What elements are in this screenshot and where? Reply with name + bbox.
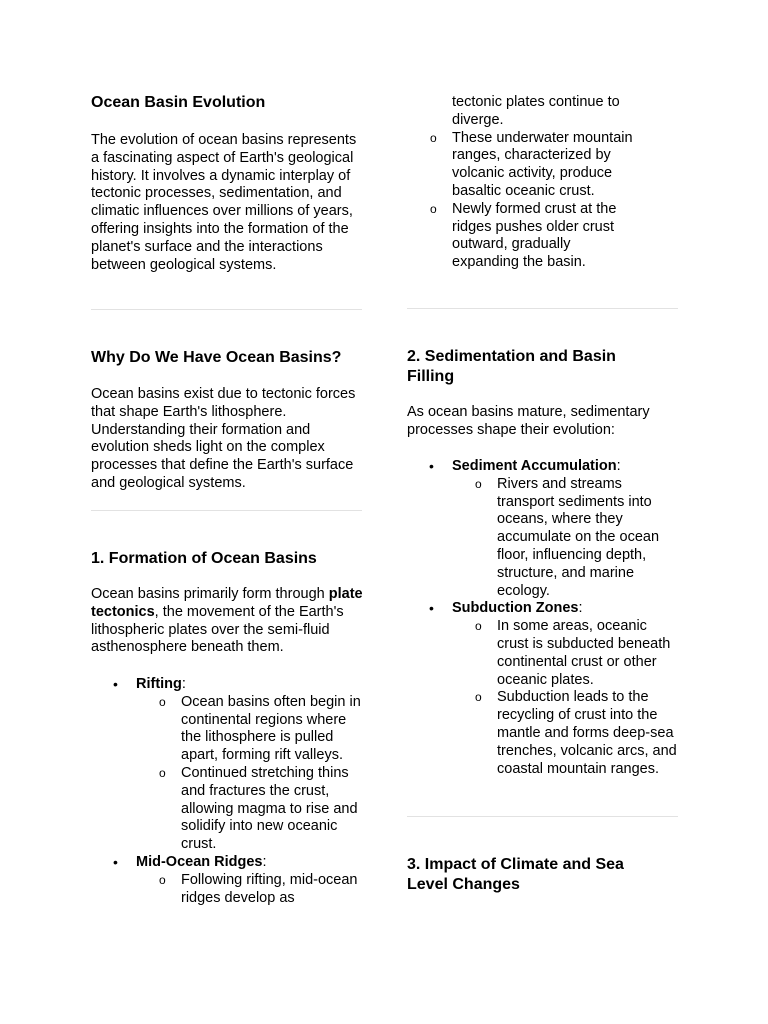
- item-colon: :: [578, 600, 583, 617]
- list-item-text: Ocean basins often begin in continental regions where the lithosphere is pulled apart, forming rift valleys.: [181, 693, 361, 764]
- section-divider: [91, 309, 362, 310]
- section1-text-post: , the movement of the Earth's lithospheric plates over the semi-fluid asthenosphere beneath them.: [91, 603, 344, 656]
- list-item-text: Newly formed crust at the ridges pushes older crust outward, gradually expanding the basin.: [452, 200, 617, 271]
- formation-list: [91, 676, 363, 907]
- list-item: [136, 872, 363, 908]
- section2-paragraph: As ocean basins mature, sedimentary processes shape their evolution:: [407, 404, 650, 438]
- section1-heading: 1. Formation of Ocean Basins: [91, 550, 317, 567]
- item-colon: :: [181, 676, 186, 692]
- bullet-glyph: •: [113, 676, 118, 692]
- intro-paragraph: The evolution of ocean basins represents a fascinating aspect of Earth's geological history. It involves a dynamic interplay of tectonic processes, sedimentation, and climatic influences over millions of years, offering insights into the formation of the planet's surface and the interactions between geological systems.: [91, 132, 357, 273]
- document-title: Ocean Basin Evolution: [91, 94, 266, 111]
- section-divider: [407, 308, 678, 309]
- list-item-text: Continued stretching thins and fractures the crust, allowing magma to rise and solidify into new oceanic crust.: [181, 764, 358, 853]
- circle-bullet: o: [475, 690, 482, 705]
- circle-bullet: o: [159, 694, 166, 709]
- circle-bullet: o: [475, 619, 482, 634]
- circle-bullet: o: [159, 765, 166, 780]
- ridges-sublist: [136, 872, 363, 908]
- list-item: [136, 765, 363, 854]
- list-item-subduction-zones: [407, 600, 679, 778]
- list-item-text: Following rifting, mid-ocean ridges develop as: [181, 871, 358, 906]
- list-item-text: Subduction leads to the recycling of crust into the mantle and forms deep-sea trenches, volcanic arcs, and coastal mountain ranges.: [497, 689, 677, 777]
- list-item: [452, 476, 679, 601]
- list-item-text: These underwater mountain ranges, characterized by volcanic activity, produce basaltic oceanic crust.: [452, 129, 633, 199]
- section3-heading: 3. Impact of Climate and Sea Level Changes: [407, 856, 624, 893]
- list-item: [452, 689, 679, 778]
- section-divider: [91, 510, 362, 511]
- section-divider: [407, 816, 678, 817]
- subduction-sublist: [452, 618, 679, 778]
- list-item-mid-ocean-ridges: [91, 854, 363, 907]
- circle-bullet: o: [159, 872, 166, 887]
- rifting-title: Rifting: [136, 676, 182, 692]
- list-item: [407, 130, 634, 201]
- section2-heading: 2. Sedimentation and Basin Filling: [407, 348, 616, 385]
- sedimentation-list: [407, 458, 679, 778]
- bullet-glyph: •: [429, 600, 434, 617]
- plate-tectonics-term: plate tectonics: [91, 586, 363, 620]
- list-item-text: Rivers and streams transport sediments into oceans, where they accumulate on the ocean floor, influencing depth, structure, and marine ecology.: [497, 475, 660, 599]
- rifting-sublist: [136, 694, 363, 854]
- ridges-sublist-continued: [407, 94, 679, 272]
- why-heading: Why Do We Have Ocean Basins?: [91, 349, 342, 366]
- section1-paragraph: [91, 586, 363, 657]
- bullet-glyph: •: [429, 458, 434, 474]
- list-item-rifting: [91, 676, 363, 854]
- item-colon: :: [262, 853, 267, 870]
- section1-text-pre: Ocean basins primarily form through: [91, 586, 329, 602]
- circle-bullet: o: [430, 201, 437, 216]
- list-item-text: tectonic plates continue to diverge.: [452, 94, 620, 128]
- ridges-title: Mid-Ocean Ridges: [136, 853, 263, 870]
- circle-bullet: o: [430, 130, 437, 145]
- list-item: [136, 694, 363, 765]
- why-paragraph: Ocean basins exist due to tectonic forces that shape Earth's lithosphere. Understanding their formation and evolution sheds light on the complex processes that define the Earth's surface and geological systems.: [91, 386, 356, 491]
- bullet-glyph: •: [113, 853, 118, 870]
- list-item: [407, 94, 634, 130]
- subduction-title: Subduction Zones: [452, 600, 579, 617]
- list-item: [452, 618, 679, 689]
- ridges-list-continued: [407, 94, 679, 272]
- sediment-sublist: [452, 476, 679, 601]
- list-item-continued: [407, 94, 679, 272]
- list-item-sediment-accumulation: [407, 458, 679, 600]
- circle-bullet: o: [475, 476, 482, 491]
- sediment-title: Sediment Accumulation: [452, 458, 617, 474]
- list-item: [407, 201, 634, 272]
- list-item-text: In some areas, oceanic crust is subducted beneath continental crust or other oceanic plates.: [497, 618, 671, 688]
- item-colon: :: [616, 458, 621, 474]
